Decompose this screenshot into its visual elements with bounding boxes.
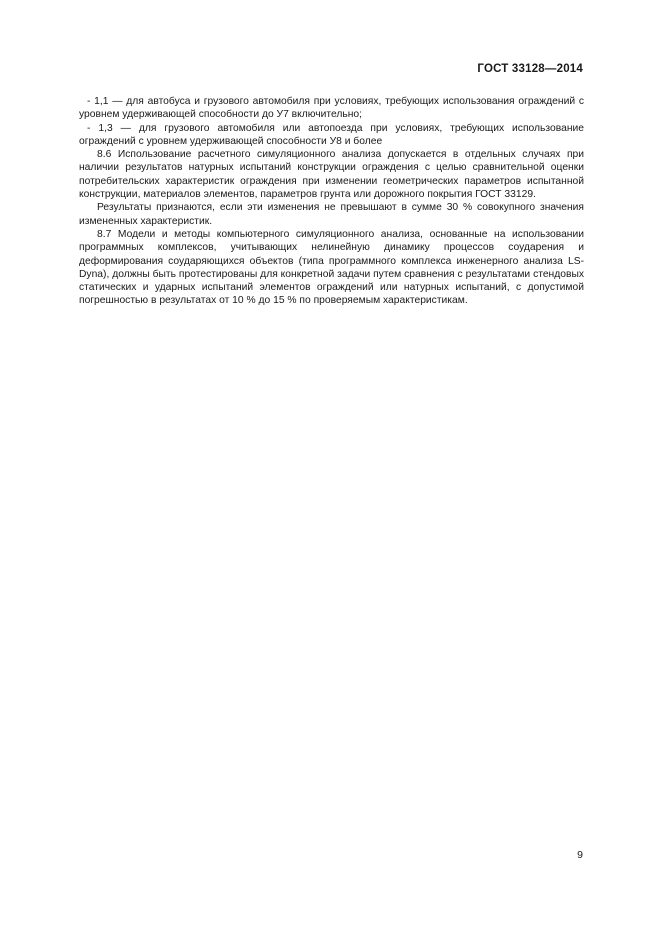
clause-8-7: 8.7 Модели и методы компьютерного симуляционного анализа, основанные на использовании программных комплексов, учитывающих нелинейную динамику процессов соударения и деформирования соударяющихся объектов (типа программного комплекса инженерного анализа LS-Dyna), должны быть протестированы для конкретной задачи путем сравнения с результатами стендовых статических и ударных испытаний элементов ограждений или натурных испытаний, с допустимой погрешностью в результатах от 10 % до 15 % по проверяемым характеристикам. — [79, 228, 584, 307]
document-body — [79, 95, 584, 308]
page-number: 9 — [577, 849, 583, 861]
clause-8-6: 8.6 Использование расчетного симуляционного анализа допускается в отдельных случаях при наличии результатов натурных испытаний конструкции ограждения с целью сравнительной оценки потребительских характеристик ограждения при изменении геометрических параметров испытанной конструкции, материалов элементов, параметров грунта или дорожного покрытия ГОСТ 33129. — [79, 149, 584, 201]
list-item-coefficient-1-3: - 1,3 — для грузового автомобиля или автопоезда при условиях, требующих использование ограждений с уровнем удерживающей способности У8 и более — [79, 122, 584, 147]
document-code-header: ГОСТ 33128—2014 — [477, 63, 583, 75]
list-item-coefficient-1-1: - 1,1 — для автобуса и грузового автомобиля при условиях, требующих использования ограждений с уровнем удерживающей способности до У7 включительно; — [79, 96, 584, 121]
clause-8-6-results: Результаты признаются, если эти изменения не превышают в сумме 30 % совокупного значения измененных характеристик. — [79, 202, 584, 227]
